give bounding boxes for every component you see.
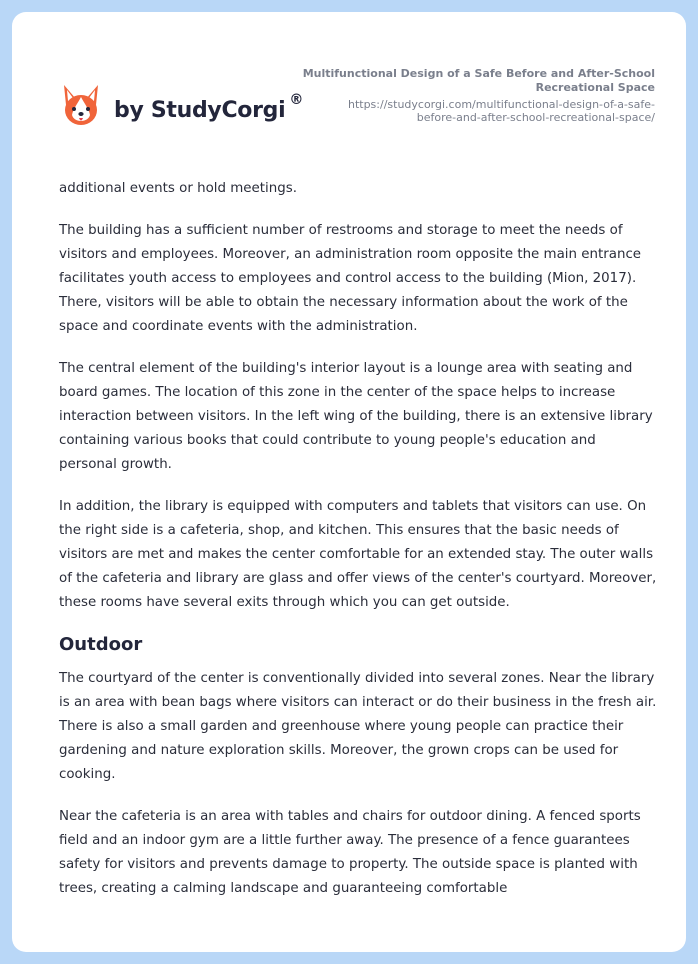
document-title xyxy=(295,67,655,95)
paragraph-2: The building has a sufficient number of restrooms and storage to meet the needs of visitors and employees. Moreover, an administration room opposite the main entrance facilitates youth access to employees and control access to the building (Mion, 2017). There, visitors will be able to obtain the necessary information about the work of the space and coordinate events with the administration. xyxy=(59,223,642,334)
document-title-line-1: Multifunctional Design of a Safe Before and After-School xyxy=(302,67,655,80)
studycorgi-logo[interactable] xyxy=(60,76,303,136)
registered-mark: ® xyxy=(289,92,304,108)
brand-name: by StudyCorgi xyxy=(114,97,286,123)
document-meta xyxy=(295,67,655,124)
document-url-line-2: before-and-after-school-recreational-space/ xyxy=(416,111,655,124)
document-title-line-2: Recreational Space xyxy=(535,81,655,94)
section-heading-outdoor: Outdoor xyxy=(59,634,143,655)
document-page xyxy=(12,12,686,952)
paragraph-3: The central element of the building's interior layout is a lounge area with seating and board games. The location of this zone in the center of the space helps to increase interaction between visitors. In the left wing of the building, there is an extensive library containing various books that could contribute to young people's education and personal growth. xyxy=(59,361,653,472)
paragraph-1: additional events or hold meetings. xyxy=(59,181,297,196)
paragraph-6: Near the cafeteria is an area with tables and chairs for outdoor dining. A fenced sports field and an indoor gym are a little further away. The presence of a fence guarantees safety for visitors and prevents damage to property. The outside space is planted with trees, creating a calming landscape and guaranteeing comfortable xyxy=(59,809,641,896)
document-url[interactable] xyxy=(295,98,655,124)
document-url-line-1: https://studycorgi.com/multifunctional-design-of-a-safe- xyxy=(347,98,655,111)
paragraph-5: The courtyard of the center is conventionally divided into several zones. Near the library is an area with bean bags where visitors can interact or do their business in the fresh air. There is also a small garden and greenhouse where young people can practice their gardening and nature exploration skills. Moreover, the grown crops can be used for cooking. xyxy=(59,671,657,782)
paragraph-4: In addition, the library is equipped with computers and tablets that visitors can use. On the right side is a cafeteria, shop, and kitchen. This ensures that the basic needs of visitors are met and makes the center comfortable for an extended stay. The outer walls of the cafeteria and library are glass and offer views of the center's courtyard. Moreover, these rooms have several exits through which you can get outside. xyxy=(59,499,657,610)
corgi-icon xyxy=(60,83,102,129)
document-body xyxy=(59,177,657,919)
